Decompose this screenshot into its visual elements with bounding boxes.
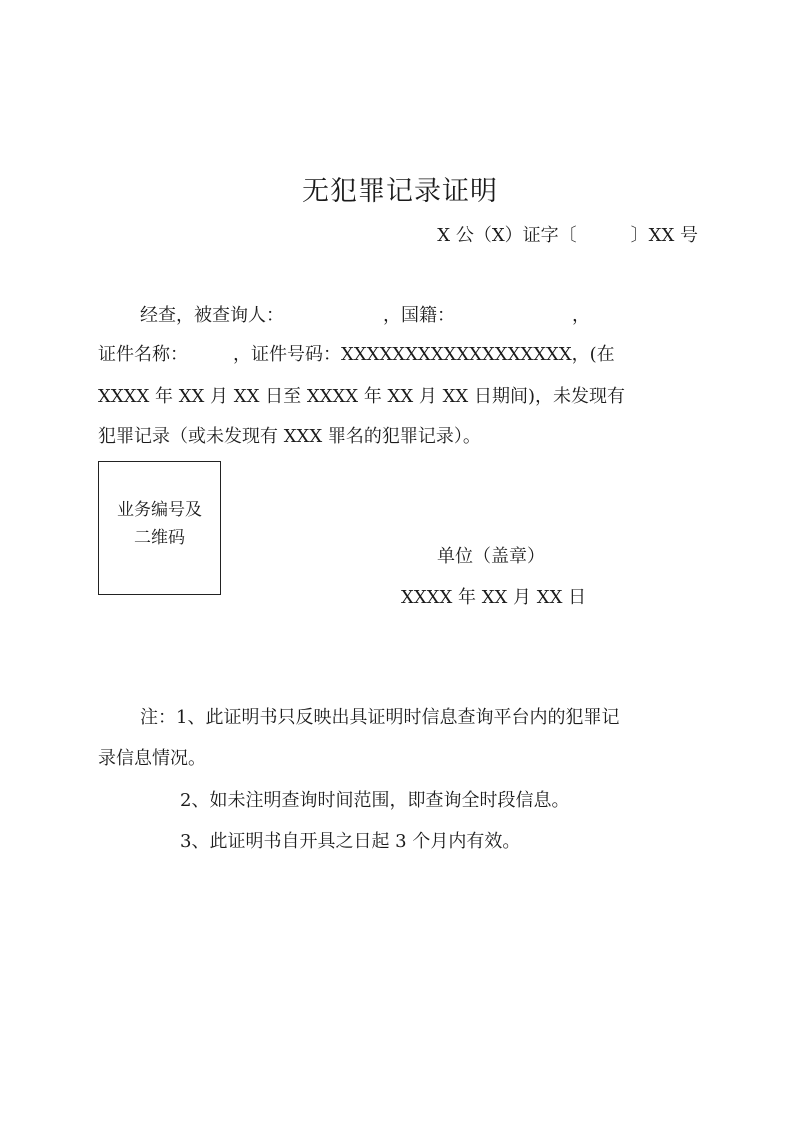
body-line-1: 经查，被查询人： ，国籍： ， xyxy=(140,305,590,326)
page-title: 无犯罪记录证明 xyxy=(302,176,498,207)
note-1-line-2: 录信息情况。 xyxy=(98,748,206,769)
qr-box-label-line-2: 二维码 xyxy=(134,528,185,548)
qr-box-label-line-1: 业务编号及 xyxy=(117,500,202,520)
note-2: 2、如未注明查询时间范围，即查询全时段信息。 xyxy=(180,790,570,811)
note-1-line-1: 注：1、此证明书只反映出具证明时信息查询平台内的犯罪记 xyxy=(140,707,620,728)
note-3: 3、此证明书自开具之日起 3 个月内有效。 xyxy=(180,831,521,852)
body-line-2: 证件名称： ，证件号码：XXXXXXXXXXXXXXXXXX，(在 xyxy=(98,344,615,365)
body-line-3: XXXX 年 XX 月 XX 日至 XXXX 年 XX 月 XX 日期间)，未发现有 xyxy=(98,386,625,407)
business-number-qr-placeholder xyxy=(98,461,221,595)
issue-date: XXXX 年 XX 月 XX 日 xyxy=(401,587,587,608)
document-number: X 公（X）证字〔 〕XX 号 xyxy=(437,225,698,246)
body-line-4: 犯罪记录（或未发现有 XXX 罪名的犯罪记录）。 xyxy=(98,426,481,447)
seal-label: 单位（盖章） xyxy=(437,546,545,567)
